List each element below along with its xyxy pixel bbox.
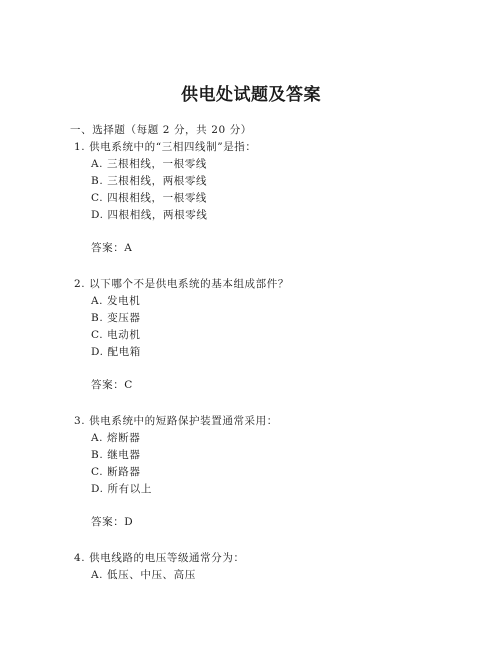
question-1-option-c: C. 四根相线，一根零线	[91, 192, 208, 204]
question-4-option-a: A. 低压、中压、高压	[91, 569, 196, 581]
question-2-option-a: A. 发电机	[91, 295, 141, 307]
question-2-option-c: C. 电动机	[91, 329, 141, 341]
question-2-answer: 答案：C	[91, 379, 133, 391]
question-4: 4. 供电线路的电压等级通常分为：	[74, 552, 245, 564]
question-3-option-b: B. 继电器	[91, 449, 141, 461]
question-2: 2. 以下哪个不是供电系统的基本组成部件？	[74, 278, 289, 290]
question-1-answer: 答案：A	[91, 242, 133, 254]
question-3-option-c: C. 断路器	[91, 466, 141, 478]
question-3-option-d: D. 所有以上	[91, 483, 152, 495]
question-3-answer: 答案：D	[91, 516, 134, 528]
question-3-option-a: A. 熔断器	[91, 432, 141, 444]
question-3: 3. 供电系统中的短路保护装置通常采用：	[74, 415, 278, 427]
question-2-option-b: B. 变压器	[91, 312, 141, 324]
question-2-option-d: D. 配电箱	[91, 346, 141, 358]
question-1-option-d: D. 四根相线，两根零线	[91, 209, 208, 221]
question-1: 1. 供电系统中的“三相四线制”是指：	[74, 141, 257, 153]
question-1-option-a: A. 三根相线，一根零线	[91, 158, 207, 170]
section-heading: 一、选择题（每题 2 分，共 20 分）	[70, 124, 252, 136]
question-1-option-b: B. 三根相线，两根零线	[91, 175, 208, 187]
document-title: 供电处试题及答案	[181, 85, 321, 105]
